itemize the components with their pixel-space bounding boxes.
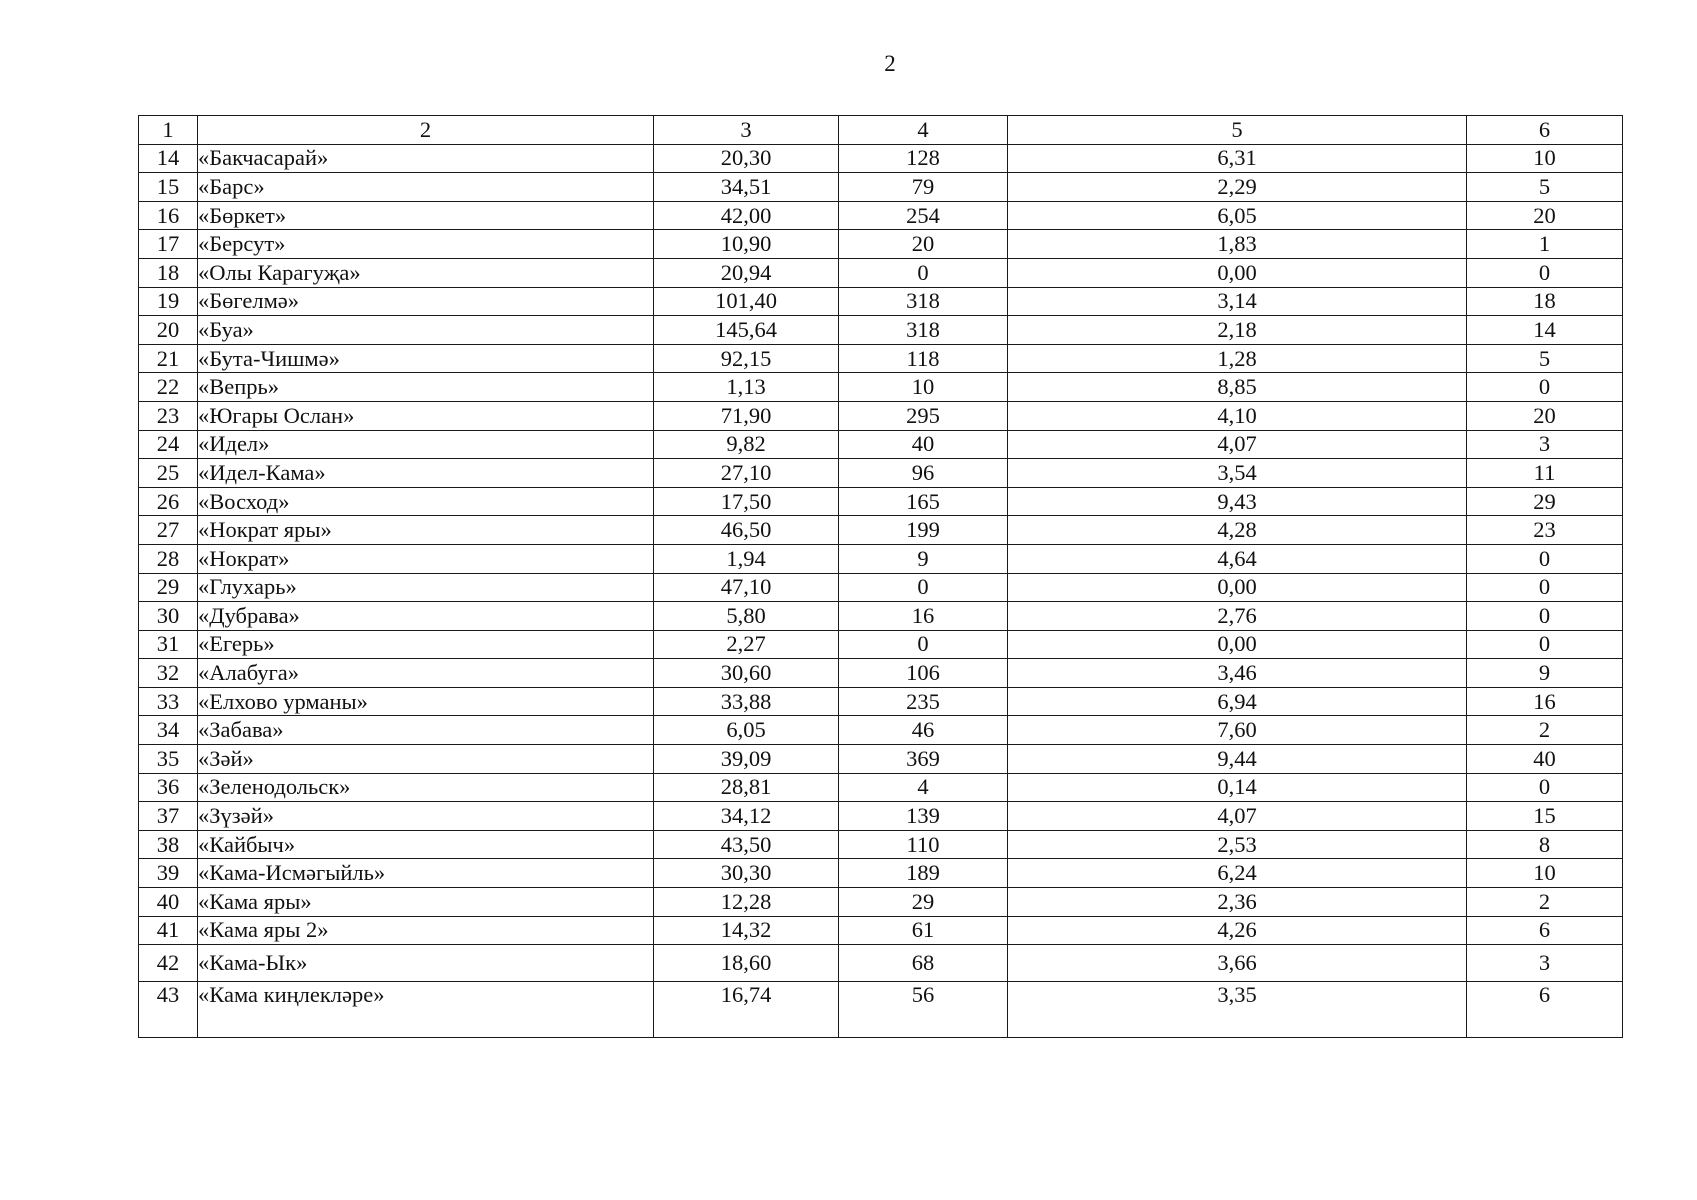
value-cell: 43,50	[654, 830, 839, 859]
name-cell: «Берсут»	[198, 230, 654, 259]
value-cell: 9,82	[654, 430, 839, 459]
value-cell: 14,32	[654, 916, 839, 945]
table-row	[139, 573, 1623, 602]
value-cell: 46,50	[654, 516, 839, 545]
name-cell: «Нократ яры»	[198, 516, 654, 545]
value-cell: 3	[1467, 430, 1623, 459]
value-cell: 7,60	[1008, 716, 1467, 745]
table-body	[139, 116, 1623, 1038]
value-cell: 5	[1467, 344, 1623, 373]
row-number-cell: 35	[139, 745, 198, 774]
page-number: 2	[884, 51, 896, 76]
value-cell: 0	[1467, 258, 1623, 287]
header-cell: 2	[198, 116, 654, 145]
value-cell: 3	[1467, 945, 1623, 982]
name-cell: «Восход»	[198, 487, 654, 516]
value-cell: 254	[839, 201, 1008, 230]
value-cell: 0	[1467, 544, 1623, 573]
table-row	[139, 316, 1623, 345]
row-number-cell: 17	[139, 230, 198, 259]
name-cell: «Кама-Ык»	[198, 945, 654, 982]
row-number-cell: 29	[139, 573, 198, 602]
name-cell: «Бута-Чишмә»	[198, 344, 654, 373]
value-cell: 20	[839, 230, 1008, 259]
table-row	[139, 201, 1623, 230]
row-number-cell: 30	[139, 602, 198, 631]
value-cell: 0	[839, 630, 1008, 659]
row-number-cell: 23	[139, 401, 198, 430]
value-cell: 18	[1467, 287, 1623, 316]
value-cell: 10	[1467, 144, 1623, 173]
table-row	[139, 830, 1623, 859]
value-cell: 40	[839, 430, 1008, 459]
value-cell: 9	[1467, 659, 1623, 688]
value-cell: 318	[839, 287, 1008, 316]
table-row	[139, 716, 1623, 745]
value-cell: 23	[1467, 516, 1623, 545]
value-cell: 101,40	[654, 287, 839, 316]
value-cell: 9	[839, 544, 1008, 573]
table-row	[139, 344, 1623, 373]
data-table	[138, 115, 1623, 1038]
name-cell: «Забава»	[198, 716, 654, 745]
value-cell: 30,30	[654, 859, 839, 888]
row-number-cell: 24	[139, 430, 198, 459]
value-cell: 1,28	[1008, 344, 1467, 373]
value-cell: 9,44	[1008, 745, 1467, 774]
row-number-cell: 21	[139, 344, 198, 373]
value-cell: 6,31	[1008, 144, 1467, 173]
name-cell: «Кама яры»	[198, 888, 654, 917]
table-row	[139, 144, 1623, 173]
value-cell: 0,00	[1008, 258, 1467, 287]
row-number-cell: 26	[139, 487, 198, 516]
value-cell: 2,53	[1008, 830, 1467, 859]
name-cell: «Зүзәй»	[198, 802, 654, 831]
value-cell: 2,27	[654, 630, 839, 659]
value-cell: 318	[839, 316, 1008, 345]
value-cell: 2	[1467, 888, 1623, 917]
name-cell: «Елхово урманы»	[198, 687, 654, 716]
name-cell: «Барс»	[198, 173, 654, 202]
value-cell: 39,09	[654, 745, 839, 774]
name-cell: «Югары Ослан»	[198, 401, 654, 430]
table-row	[139, 773, 1623, 802]
value-cell: 165	[839, 487, 1008, 516]
table-row	[139, 459, 1623, 488]
table-row	[139, 373, 1623, 402]
value-cell: 3,46	[1008, 659, 1467, 688]
row-number-cell: 16	[139, 201, 198, 230]
row-number-cell: 33	[139, 687, 198, 716]
value-cell: 0,14	[1008, 773, 1467, 802]
table-row	[139, 602, 1623, 631]
value-cell: 9,43	[1008, 487, 1467, 516]
row-number-cell: 25	[139, 459, 198, 488]
value-cell: 16	[839, 602, 1008, 631]
value-cell: 20,30	[654, 144, 839, 173]
row-number-cell: 20	[139, 316, 198, 345]
value-cell: 5	[1467, 173, 1623, 202]
value-cell: 29	[839, 888, 1008, 917]
value-cell: 10,90	[654, 230, 839, 259]
table-row	[139, 516, 1623, 545]
table-row	[139, 287, 1623, 316]
value-cell: 34,51	[654, 173, 839, 202]
value-cell: 40	[1467, 745, 1623, 774]
value-cell: 2,36	[1008, 888, 1467, 917]
row-number-cell: 28	[139, 544, 198, 573]
value-cell: 20	[1467, 201, 1623, 230]
row-number-cell: 31	[139, 630, 198, 659]
value-cell: 106	[839, 659, 1008, 688]
table-row	[139, 487, 1623, 516]
header-cell: 4	[839, 116, 1008, 145]
value-cell: 1,13	[654, 373, 839, 402]
table-row	[139, 916, 1623, 945]
value-cell: 10	[1467, 859, 1623, 888]
value-cell: 0,00	[1008, 573, 1467, 602]
row-number-cell: 34	[139, 716, 198, 745]
name-cell: «Бакчасарай»	[198, 144, 654, 173]
name-cell: «Буа»	[198, 316, 654, 345]
value-cell: 1	[1467, 230, 1623, 259]
name-cell: «Зеленодольск»	[198, 773, 654, 802]
value-cell: 34,12	[654, 802, 839, 831]
value-cell: 110	[839, 830, 1008, 859]
value-cell: 11	[1467, 459, 1623, 488]
value-cell: 0	[1467, 602, 1623, 631]
value-cell: 6,24	[1008, 859, 1467, 888]
name-cell: «Дубрава»	[198, 602, 654, 631]
value-cell: 4,07	[1008, 430, 1467, 459]
value-cell: 16,74	[654, 982, 839, 1038]
value-cell: 2	[1467, 716, 1623, 745]
value-cell: 46	[839, 716, 1008, 745]
name-cell: «Бөркет»	[198, 201, 654, 230]
value-cell: 61	[839, 916, 1008, 945]
value-cell: 295	[839, 401, 1008, 430]
name-cell: «Кайбыч»	[198, 830, 654, 859]
value-cell: 6,94	[1008, 687, 1467, 716]
table-row	[139, 401, 1623, 430]
value-cell: 30,60	[654, 659, 839, 688]
table-row	[139, 945, 1623, 982]
value-cell: 4,07	[1008, 802, 1467, 831]
value-cell: 1,83	[1008, 230, 1467, 259]
header-cell: 3	[654, 116, 839, 145]
value-cell: 4,28	[1008, 516, 1467, 545]
value-cell: 0	[1467, 573, 1623, 602]
table-row	[139, 230, 1623, 259]
value-cell: 0	[839, 573, 1008, 602]
value-cell: 12,28	[654, 888, 839, 917]
name-cell: «Бөгелмә»	[198, 287, 654, 316]
name-cell: «Кама яры 2»	[198, 916, 654, 945]
value-cell: 47,10	[654, 573, 839, 602]
name-cell: «Идел-Кама»	[198, 459, 654, 488]
value-cell: 6,05	[1008, 201, 1467, 230]
table-row	[139, 258, 1623, 287]
row-number-cell: 15	[139, 173, 198, 202]
header-cell: 1	[139, 116, 198, 145]
value-cell: 4,10	[1008, 401, 1467, 430]
value-cell: 14	[1467, 316, 1623, 345]
value-cell: 189	[839, 859, 1008, 888]
value-cell: 1,94	[654, 544, 839, 573]
value-cell: 369	[839, 745, 1008, 774]
table-row	[139, 659, 1623, 688]
table-row	[139, 544, 1623, 573]
row-number-cell: 18	[139, 258, 198, 287]
row-number-cell: 43	[139, 982, 198, 1038]
row-number-cell: 40	[139, 888, 198, 917]
value-cell: 139	[839, 802, 1008, 831]
value-cell: 6,05	[654, 716, 839, 745]
table-header-row	[139, 116, 1623, 145]
value-cell: 128	[839, 144, 1008, 173]
value-cell: 27,10	[654, 459, 839, 488]
table-row	[139, 859, 1623, 888]
name-cell: «Олы Карагуҗа»	[198, 258, 654, 287]
value-cell: 3,54	[1008, 459, 1467, 488]
name-cell: «Зәй»	[198, 745, 654, 774]
name-cell: «Вепрь»	[198, 373, 654, 402]
name-cell: «Глухарь»	[198, 573, 654, 602]
value-cell: 29	[1467, 487, 1623, 516]
row-number-cell: 14	[139, 144, 198, 173]
name-cell: «Кама киңлекләре»	[198, 982, 654, 1038]
value-cell: 56	[839, 982, 1008, 1038]
value-cell: 8,85	[1008, 373, 1467, 402]
value-cell: 4,64	[1008, 544, 1467, 573]
value-cell: 0	[839, 258, 1008, 287]
name-cell: «Кама-Исмәгыйль»	[198, 859, 654, 888]
name-cell: «Егерь»	[198, 630, 654, 659]
value-cell: 8	[1467, 830, 1623, 859]
name-cell: «Нократ»	[198, 544, 654, 573]
value-cell: 199	[839, 516, 1008, 545]
row-number-cell: 32	[139, 659, 198, 688]
name-cell: «Идел»	[198, 430, 654, 459]
value-cell: 16	[1467, 687, 1623, 716]
row-number-cell: 27	[139, 516, 198, 545]
value-cell: 28,81	[654, 773, 839, 802]
value-cell: 0	[1467, 373, 1623, 402]
value-cell: 17,50	[654, 487, 839, 516]
value-cell: 2,76	[1008, 602, 1467, 631]
row-number-cell: 22	[139, 373, 198, 402]
value-cell: 79	[839, 173, 1008, 202]
row-number-cell: 36	[139, 773, 198, 802]
value-cell: 145,64	[654, 316, 839, 345]
header-cell: 5	[1008, 116, 1467, 145]
value-cell: 10	[839, 373, 1008, 402]
value-cell: 6	[1467, 916, 1623, 945]
value-cell: 2,29	[1008, 173, 1467, 202]
value-cell: 4	[839, 773, 1008, 802]
table-row	[139, 173, 1623, 202]
value-cell: 118	[839, 344, 1008, 373]
value-cell: 6	[1467, 982, 1623, 1038]
row-number-cell: 19	[139, 287, 198, 316]
row-number-cell: 39	[139, 859, 198, 888]
table-row	[139, 982, 1623, 1038]
table-row	[139, 430, 1623, 459]
name-cell: «Алабуга»	[198, 659, 654, 688]
table-row	[139, 802, 1623, 831]
table-row	[139, 630, 1623, 659]
table-row	[139, 687, 1623, 716]
value-cell: 235	[839, 687, 1008, 716]
value-cell: 2,18	[1008, 316, 1467, 345]
table-row	[139, 888, 1623, 917]
value-cell: 71,90	[654, 401, 839, 430]
header-cell: 6	[1467, 116, 1623, 145]
value-cell: 33,88	[654, 687, 839, 716]
value-cell: 20	[1467, 401, 1623, 430]
value-cell: 4,26	[1008, 916, 1467, 945]
row-number-cell: 38	[139, 830, 198, 859]
value-cell: 18,60	[654, 945, 839, 982]
value-cell: 0,00	[1008, 630, 1467, 659]
value-cell: 15	[1467, 802, 1623, 831]
value-cell: 3,14	[1008, 287, 1467, 316]
value-cell: 3,66	[1008, 945, 1467, 982]
value-cell: 20,94	[654, 258, 839, 287]
value-cell: 96	[839, 459, 1008, 488]
value-cell: 68	[839, 945, 1008, 982]
value-cell: 92,15	[654, 344, 839, 373]
row-number-cell: 41	[139, 916, 198, 945]
value-cell: 3,35	[1008, 982, 1467, 1038]
value-cell: 0	[1467, 773, 1623, 802]
row-number-cell: 42	[139, 945, 198, 982]
value-cell: 5,80	[654, 602, 839, 631]
value-cell: 42,00	[654, 201, 839, 230]
value-cell: 0	[1467, 630, 1623, 659]
table-row	[139, 745, 1623, 774]
row-number-cell: 37	[139, 802, 198, 831]
